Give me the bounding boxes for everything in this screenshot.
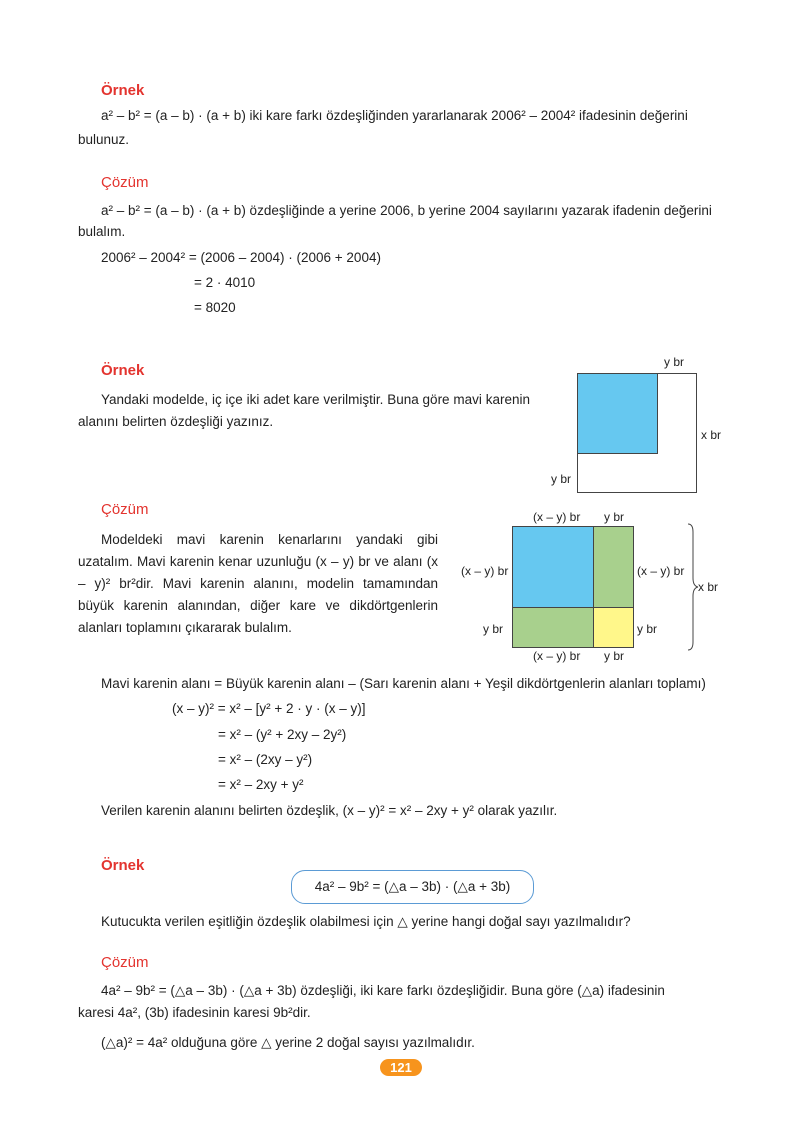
solution-heading: Çözüm: [101, 501, 149, 518]
green-rectangle: [593, 526, 634, 608]
equation-line: = x² – (y² + 2xy – 2y²): [218, 727, 347, 742]
figure-label: y br: [604, 649, 625, 663]
example-heading: Örnek: [101, 857, 145, 874]
equation-line: 2006² – 2004² = (2006 – 2004) · (2006 + 2004): [101, 250, 381, 265]
example-text-line: a² – b² = (a – b) · (a + b) iki kare farkı özdeşliğinden yararlanarak 2006² – 2004² ifadesinin değerini: [101, 108, 688, 123]
figure-label: x br: [698, 580, 719, 594]
example-text: Yandaki modelde, iç içe iki adet kare verilmiştir. Buna göre mavi karenin alanını belirten özdeşliği yazınız.: [78, 392, 530, 429]
equation-line: = x² – 2xy + y²: [218, 777, 304, 792]
figure-label: (x – y) br: [637, 564, 685, 578]
figure-label: y br: [551, 472, 572, 486]
figure-label: (x – y) br: [533, 510, 581, 524]
conclusion-text: Verilen karenin alanını belirten özdeşlik, (x – y)² = x² – 2xy + y² olarak yazılır.: [101, 803, 558, 818]
blue-square: [512, 526, 594, 608]
green-rectangle: [512, 607, 594, 648]
figure-label: (x – y) br: [533, 649, 581, 663]
solution-text-line: 4a² – 9b² = (△a – 3b) · (△a + 3b) özdeşliği, iki kare farkı özdeşliğidir. Buna göre (△a) ifadesinin: [101, 983, 665, 998]
formula-box: [291, 870, 534, 904]
figure-label: y br: [604, 510, 625, 524]
solution-heading: Çözüm: [101, 954, 149, 971]
blue-square: [577, 373, 658, 454]
figure-label: x br: [701, 428, 722, 442]
solution-text-line: (△a)² = 4a² olduğuna göre △ yerine 2 doğal sayısı yazılmalıdır.: [101, 1035, 475, 1050]
solution-heading: Çözüm: [101, 174, 149, 191]
example-heading: Örnek: [101, 362, 145, 379]
figure-label: y br: [483, 622, 504, 636]
boxed-formula: 4a² – 9b² = (△a – 3b) · (△a + 3b): [314, 879, 511, 894]
solution-text-line: bulalım.: [78, 224, 126, 239]
page-number: 121: [380, 1059, 422, 1076]
equation-line: = 8020: [194, 300, 236, 315]
equation-line: (x – y)² = x² – [y² + 2 · y · (x – y)]: [172, 701, 366, 716]
figure-label: y br: [637, 622, 658, 636]
question-text: Kutucukta verilen eşitliğin özdeşlik olabilmesi için △ yerine hangi doğal sayı yazılmalıdır?: [101, 914, 631, 929]
equation-line: = x² – (2xy – y²): [218, 752, 313, 767]
figure-label: y br: [664, 355, 685, 369]
area-statement: Mavi karenin alanı = Büyük karenin alanı – (Sarı karenin alanı + Yeşil dikdörtgenlerin alanları toplamı): [101, 676, 706, 691]
example-heading: Örnek: [101, 82, 145, 99]
yellow-square: [593, 607, 634, 648]
solution-text: Modeldeki mavi karenin kenarlarını yandaki gibi uzatalım. Mavi karenin kenar uzunluğu (x – y) br ve alanı (x – y)² br²dir. Mavi karenin alanını, modelin tamamından büyük karenin alanından, diğer kare ve dikdörtgenlerin alanları toplamını çıkararak bulalım.: [78, 532, 438, 635]
example-text-line: bulunuz.: [78, 132, 130, 147]
solution-text-line: a² – b² = (a – b) · (a + b) özdeşliğinde a yerine 2006, b yerine 2004 sayılarını yazarak ifadenin değerini: [101, 203, 712, 218]
equation-line: = 2 · 4010: [194, 275, 256, 290]
figure-label: (x – y) br: [461, 564, 509, 578]
solution-text-line: karesi 4a², (3b) ifadesinin karesi 9b²dir.: [78, 1005, 311, 1020]
